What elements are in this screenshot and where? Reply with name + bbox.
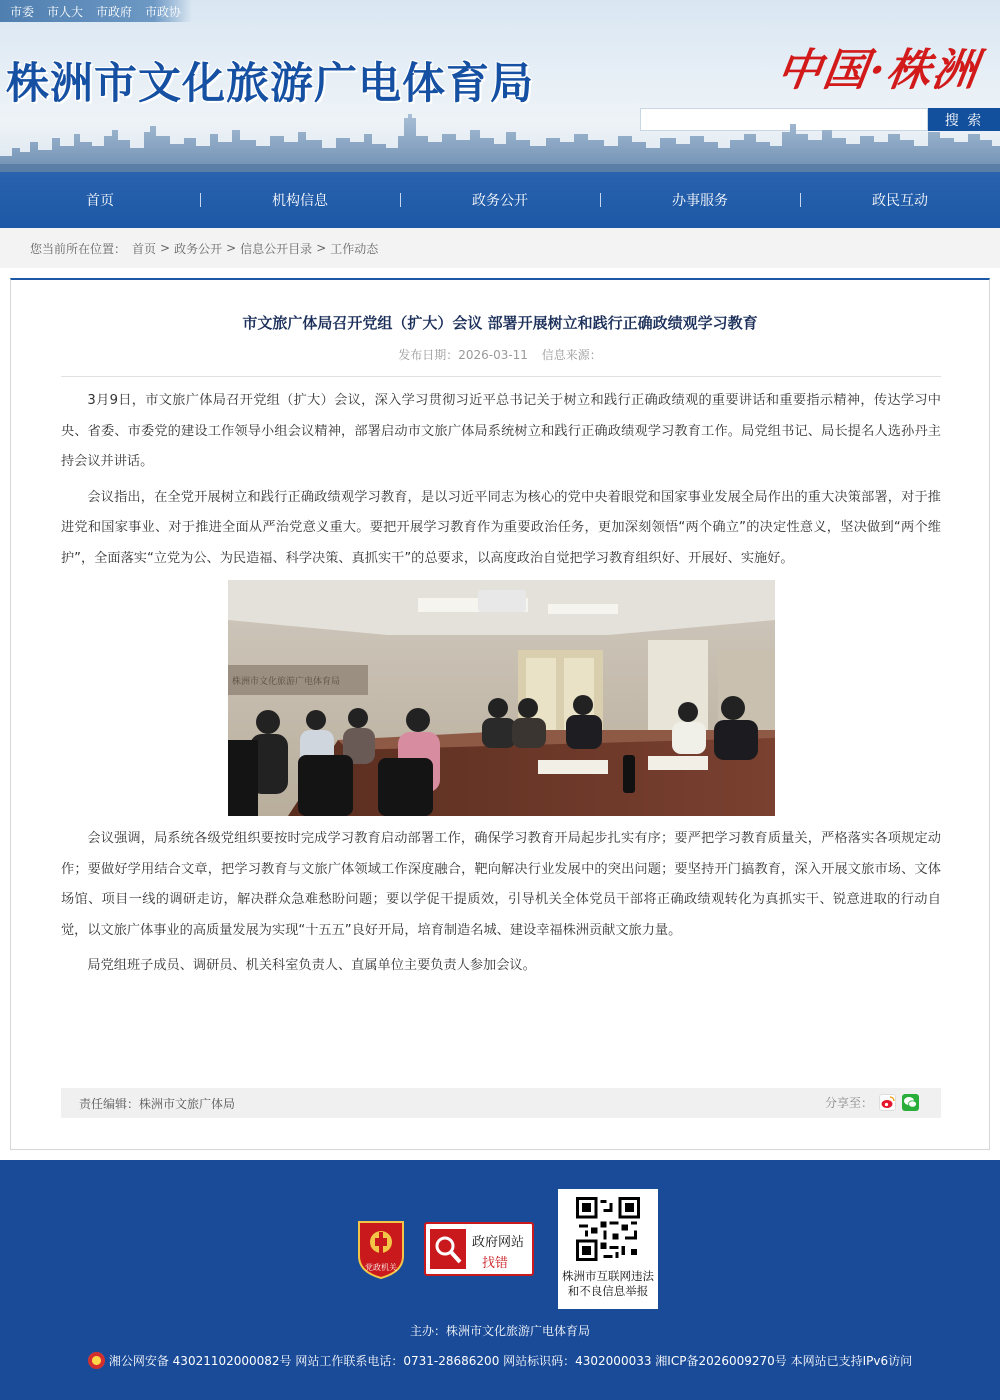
breadcrumb-item-government-affairs[interactable]: 政务公开 bbox=[174, 241, 223, 256]
site-footer bbox=[0, 1160, 1000, 1400]
meeting-photo-illustration bbox=[228, 580, 775, 816]
article-paragraph: 会议指出，在全党开展树立和践行正确政绩观学习教育，是以习近平同志为核心的党中央着眼党和国家事业发展全局作出的重大决策部署，对于推进党和国家事业、对于推进全面从严治党意义重大。要把开展学习教育作为重要政治任务，更加深刻领悟“两个确立”的决定性意义，坚决做到“两个维护”，全面落实“立党为公、为民造福、科学决策、真抓实干”的总要求，以高度政治自觉把学习教育组织好、开展好、实施好。 bbox=[61, 489, 941, 566]
zhuzhou-calligraphy-logo: 中国·株洲 bbox=[773, 45, 983, 96]
party-government-icon bbox=[355, 1218, 407, 1280]
wechat-icon[interactable] bbox=[902, 1094, 919, 1111]
article-footer bbox=[61, 1088, 941, 1118]
share-label: 分享至： bbox=[824, 1096, 873, 1110]
title-divider bbox=[61, 376, 941, 377]
breadcrumb-item-catalog[interactable]: 信息公开目录 bbox=[240, 241, 313, 256]
breadcrumb-prefix: 您当前所在位置： bbox=[30, 241, 127, 256]
meeting-photo bbox=[228, 580, 775, 816]
article-body bbox=[61, 386, 941, 987]
publish-date: 发布日期：2026-03-11 bbox=[398, 348, 528, 362]
qr-code-icon bbox=[576, 1197, 640, 1261]
breadcrumb bbox=[0, 228, 1000, 268]
badge-label: 党政机关 bbox=[365, 1263, 397, 1272]
article-paragraph: 会议强调，局系统各级党组织要按时完成学习教育启动部署工作，确保学习教育开局起步扎实有序；要严把学习教育质量关，严格落实各项规定动作；要做好学用结合文章，把学习教育与文旅广体领域工作深度融合，靶向解决行业发展中的突出问题；要坚持开门搞教育，深入开展文旅市场、文体场馆、项目一线的调研走访，解决群众急难愁盼问题；要以学促干提质效，引导机关全体党员干部将正确政绩观转化为真抓实干、锐意进取的行动自觉，以文旅广体事业的高质量发展为实现“十五五”良好开局，培育制造名城、建设幸福株洲贡献文旅力量。 bbox=[61, 831, 941, 938]
article-container bbox=[10, 278, 990, 1150]
search-button[interactable]: 搜 索 bbox=[928, 108, 1000, 131]
footer-info bbox=[0, 1352, 1000, 1369]
magnifier-icon bbox=[430, 1229, 468, 1269]
breadcrumb-separator: > bbox=[226, 241, 237, 255]
top-link-party-committee[interactable]: 市委 bbox=[10, 4, 35, 19]
government-website-error-report[interactable] bbox=[424, 1222, 534, 1276]
main-nav bbox=[0, 172, 1000, 228]
error-subtitle: 找错 bbox=[482, 1256, 509, 1271]
article-paragraph: 3月9日，市文旅广体局召开党组（扩大）会议，深入学习贯彻习近平总书记关于树立和践行正确政绩观的重要讲话和重要指示精神，传达学习中央、省委、市委党的建设工作领导小组会议精神，部署启动市文旅广体局系统树立和践行正确政绩观学习教育工作。局党组书记、局长提名人选孙丹主持会议并讲话。 bbox=[61, 393, 941, 469]
info-source: 信息来源： bbox=[541, 348, 602, 362]
nav-item-institution[interactable]: 机构信息 bbox=[200, 172, 400, 228]
error-title: 政府网站 bbox=[472, 1235, 525, 1250]
share-group bbox=[825, 1094, 919, 1111]
footer-host: 主办：株洲市文化旅游广电体育局 bbox=[409, 1324, 590, 1338]
nav-item-home[interactable]: 首页 bbox=[86, 193, 114, 209]
nav-item-services[interactable]: 办事服务 bbox=[600, 172, 800, 228]
photo-wall-sign: 株洲市文化旅游广电体育局 bbox=[231, 677, 340, 687]
top-links bbox=[0, 0, 192, 22]
article-title: 市文旅广体局召开党组（扩大）会议 部署开展树立和践行正确政绩观学习教育 bbox=[242, 314, 758, 332]
breadcrumb-item-work-news[interactable]: 工作动态 bbox=[330, 241, 379, 256]
top-link-cppcc[interactable]: 市政协 bbox=[145, 4, 182, 19]
site-title[interactable]: 株洲市文化旅游广电体育局 bbox=[6, 59, 534, 109]
breadcrumb-item-home[interactable]: 首页 bbox=[132, 241, 157, 256]
city-skyline-graphic bbox=[0, 112, 1000, 172]
article-meta bbox=[11, 346, 989, 363]
nav-item-interaction[interactable]: 政民互动 bbox=[800, 172, 1000, 228]
breadcrumb-separator: > bbox=[160, 241, 171, 255]
nav-item-government-affairs[interactable]: 政务公开 bbox=[400, 172, 600, 228]
weibo-icon[interactable] bbox=[879, 1094, 896, 1111]
header-banner bbox=[0, 0, 1000, 172]
top-link-peoples-congress[interactable]: 市人大 bbox=[47, 4, 84, 19]
top-link-government[interactable]: 市政府 bbox=[96, 4, 133, 19]
report-qr-card[interactable] bbox=[558, 1189, 658, 1309]
public-security-icon bbox=[88, 1352, 105, 1369]
qr-label: 株洲市互联网违法和不良信息举报 bbox=[562, 1269, 654, 1298]
party-government-badge[interactable] bbox=[355, 1218, 407, 1280]
editor-label: 责任编辑：株洲市文旅广体局 bbox=[79, 1096, 236, 1111]
article-paragraph: 局党组班子成员、调研员、机关科室负责人、直属单位主要负责人参加会议。 bbox=[87, 958, 536, 973]
breadcrumb-separator: > bbox=[316, 241, 327, 255]
footer-info-text: 湘公网安备 43021102000082号 网站工作联系电话：0731-28686200 网站标识码：4302000033 湘ICP备2026009270号 本网站已支持IPv6访问 bbox=[108, 1354, 913, 1368]
